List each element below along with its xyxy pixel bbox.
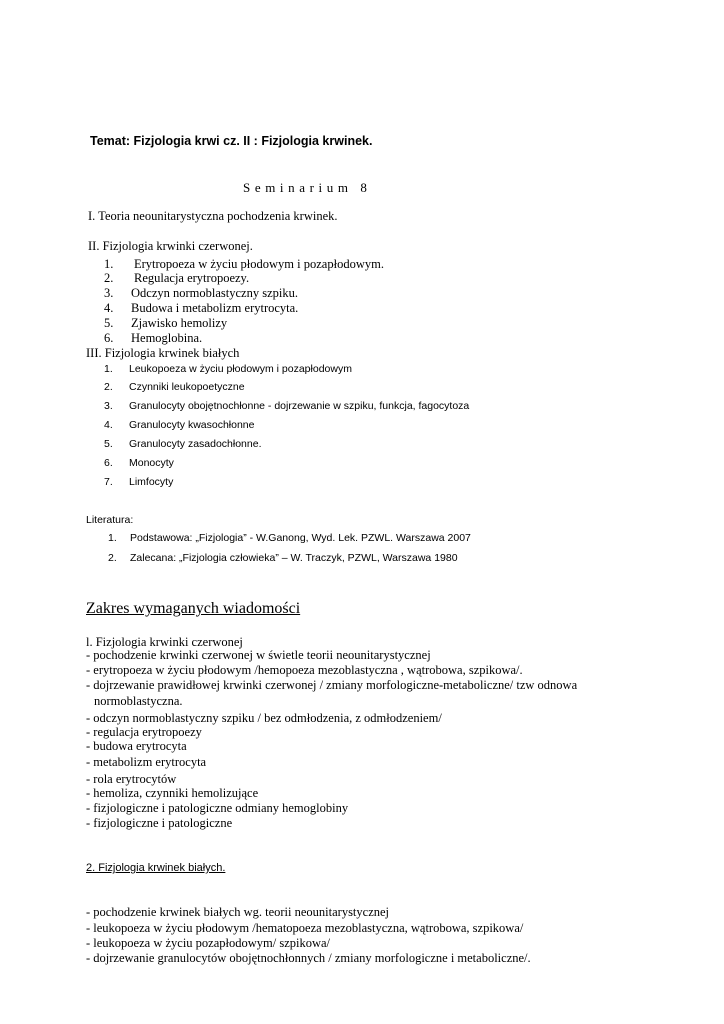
list-item: - pochodzenie krwinek białych wg. teorii neounitarystycznej (86, 905, 390, 919)
item-text: Limfocyty (129, 476, 174, 488)
list-item: - budowa erytrocyta (86, 739, 187, 753)
item-number: 5. (104, 438, 113, 450)
list-item (104, 316, 227, 331)
list-item: - dojrzewanie prawidłowej krwinki czerwonej / zmiany morfologiczne-metaboliczne/ tzw odnowa (86, 678, 578, 692)
seminar-label: Seminarium 8 (243, 180, 372, 195)
item-number: 3. (104, 400, 113, 412)
list-item (104, 271, 249, 286)
item-number: 6. (104, 457, 113, 469)
list-item: - rola erytrocytów (86, 772, 177, 786)
list-item: - regulacja erytropoezy (86, 725, 202, 739)
item-number: 2. (104, 381, 113, 393)
item-number: 4. (104, 301, 114, 315)
list-item (104, 419, 254, 431)
item-text: Zalecana: „Fizjologia człowieka” – W. Traczyk, PZWL, Warszawa 1980 (130, 552, 458, 564)
item-text: Regulacja erytropoezy. (134, 271, 250, 285)
item-text: Erytropoeza w życiu płodowym i pozapłodowym. (134, 257, 384, 271)
item-text: Odczyn normoblastyczny szpiku. (131, 286, 298, 300)
item-text: Zjawisko hemolizy (131, 316, 228, 330)
item-text: Budowa i metabolizm erytrocyta. (131, 301, 299, 315)
list-item: - hemoliza, czynniki hemolizujące (86, 786, 259, 800)
item-number: 5. (104, 316, 114, 330)
list-item: - erytropoeza w życiu płodowym /hemopoeza mezoblastyczna , wątrobowa, szpikowa/. (86, 663, 523, 677)
literature-heading: Literatura: (86, 514, 134, 526)
item-number: 6. (104, 331, 114, 345)
literature-item (108, 552, 458, 564)
item-number: 1. (104, 257, 114, 271)
item-number: 7. (104, 476, 113, 488)
list-item (104, 363, 352, 375)
part1-heading: l. Fizjologia krwinki czerwonej (86, 635, 243, 649)
list-item: normoblastyczna. (94, 694, 183, 708)
list-item: - leukopoeza w życiu płodowym /hematopoeza mezoblastyczna, wątrobowa, szpikowa/ (86, 921, 524, 935)
item-text: Hemoglobina. (131, 331, 203, 345)
list-item: - pochodzenie krwinki czerwonej w świetle teorii neounitarystycznej (86, 648, 431, 662)
list-item (104, 457, 174, 469)
list-item (104, 257, 384, 272)
section-ii-heading: II. Fizjologia krwinki czerwonej. (88, 239, 253, 253)
item-text: Czynniki leukopoetyczne (129, 381, 245, 393)
list-item (104, 286, 298, 301)
item-number: 1. (108, 532, 117, 544)
list-item: - leukopoeza w życiu pozapłodowym/ szpikowa/ (86, 936, 331, 950)
list-item (104, 438, 262, 450)
item-number: 3. (104, 286, 114, 300)
list-item: - fizjologiczne i patologiczne odmiany hemoglobiny (86, 801, 349, 815)
list-item (104, 331, 202, 346)
item-text: Podstawowa: „Fizjologia” - W.Ganong, Wyd. Lek. PZWL. Warszawa 2007 (130, 532, 471, 544)
item-text: Granulocyty obojętnochłonne - dojrzewanie w szpiku, funkcja, fagocytoza (129, 400, 470, 412)
zakres-heading: Zakres wymaganych wiadomości (86, 600, 301, 617)
item-number: 2. (104, 271, 114, 285)
section-i-heading: I. Teoria neounitarystyczna pochodzenia krwinek. (88, 209, 338, 223)
item-number: 4. (104, 419, 113, 431)
item-text: Monocyty (129, 457, 174, 469)
part2-heading: 2. Fizjologia krwinek białych. (86, 862, 226, 874)
section-iii-heading: III. Fizjologia krwinek białych (86, 346, 240, 360)
list-item (104, 301, 298, 316)
literature-item (108, 532, 471, 544)
item-text: Granulocyty kwasochłonne (129, 419, 255, 431)
item-number: 2. (108, 552, 117, 564)
list-item: - odczyn normoblastyczny szpiku / bez odmłodzenia, z odmłodzeniem/ (86, 711, 442, 725)
list-item: - metabolizm erytrocyta (86, 755, 207, 769)
item-text: Leukopoeza w życiu płodowym i pozapłodowym (129, 363, 352, 375)
item-text: Granulocyty zasadochłonne. (129, 438, 262, 450)
page-title: Temat: Fizjologia krwi cz. II : Fizjologia krwinek. (90, 134, 373, 148)
list-item (104, 400, 469, 412)
list-item (104, 476, 173, 488)
list-item: - dojrzewanie granulocytów obojętnochłonnych / zmiany morfologiczne i metaboliczne/. (86, 951, 531, 965)
list-item (104, 381, 245, 393)
list-item: - fizjologiczne i patologiczne (86, 816, 233, 830)
item-number: 1. (104, 363, 113, 375)
